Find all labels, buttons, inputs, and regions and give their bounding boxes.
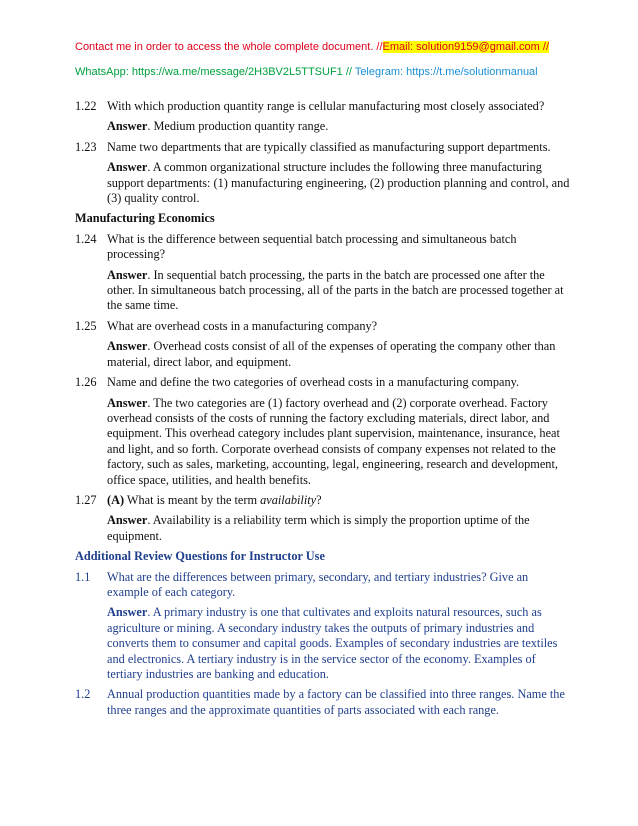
section-heading-instructor-questions: Additional Review Questions for Instructor Use [75,549,325,564]
question-item [75,140,570,207]
question-number: 1.27 [75,492,97,507]
section-heading-manufacturing-economics: Manufacturing Economics [75,211,215,226]
question-item [75,570,570,683]
question-item [75,99,570,135]
answer-label: Answer [107,395,148,410]
answer-label: Answer [107,339,148,354]
question-text: (A) What is meant by the term availability? [107,492,322,507]
question-item [75,319,570,370]
question-number: 1.22 [75,99,97,113]
answer-text: Answer. Medium production quantity range. [107,119,329,134]
answer-text: Answer. Availability is a reliability term which is simply the proportion uptime of the equipment. [107,513,530,543]
answer-text: Answer. In sequential batch processing, the parts in the batch are processed one after the other. In simultaneous batch processing, all of the parts in the batch are processed together at the same time. [107,267,564,313]
question-text: With which production quantity range is cellular manufacturing most closely associated? [107,99,545,113]
question-number: 1.24 [75,231,97,246]
header-separator: // [342,66,355,78]
emphasized-term: availability [260,492,317,507]
question-text: Name and define the two categories of overhead costs in a manufacturing company. [107,375,520,390]
question-item [75,375,570,488]
answer-label: Answer [107,119,148,134]
question-number: 1.1 [75,569,91,584]
question-number: 1.2 [75,687,91,702]
question-number: 1.25 [75,318,97,333]
answer-text: Answer. A common organizational structure includes the following three manufacturing support departments: (1) manufacturing engineering, (2) production planning and control, and (3) quality control. [107,160,570,206]
question-item [75,232,570,314]
answer-label: Answer [107,267,148,282]
answer-label: Answer [107,605,148,620]
email-highlight[interactable]: Email: solution9159@gmail.com // [382,41,550,53]
question-text: What are the differences between primary, secondary, and tertiary industries? Give an example of each category. [107,569,529,599]
question-prefix: (A) [107,492,125,507]
question-text: Name two departments that are typically classified as manufacturing support departments. [107,139,551,154]
answer-label: Answer [107,160,148,175]
contact-text: Contact me in order to access the whole complete document. // [75,41,383,53]
contact-header-line2 [75,66,538,78]
whatsapp-link[interactable]: WhatsApp: https://wa.me/message/2H3BV2L5TTSUF1 [75,66,343,78]
question-text: Annual production quantities made by a factory can be classified into three ranges. Name the three ranges and the approximate quantities of parts associated with each range. [107,687,565,717]
question-text: What are overhead costs in a manufacturing company? [107,318,378,333]
answer-label: Answer [107,513,148,528]
question-item [75,687,570,718]
question-text: What is the difference between sequential batch processing and simultaneous batch processing? [107,231,517,262]
answer-text: Answer. Overhead costs consist of all of the expenses of operating the company other than material, direct labor, and equipment. [107,339,556,369]
question-number: 1.23 [75,139,97,154]
question-number: 1.26 [75,375,97,390]
telegram-link[interactable]: Telegram: https://t.me/solutionmanual [354,66,538,78]
answer-text: Answer. The two categories are (1) factory overhead and (2) corporate overhead. Factory overhead consists of the costs of running the factory excluding materials, direct labor, and equipment. This overhead category includes plant supervision, maintenance, insurance, heat and light, and so forth. Corporate overhead consists of company expenses not related to the factory, such as sales, marketing, accounting, legal, engineering, research and development, office space, utilities, and health benefits. [107,395,560,487]
answer-text: Answer. A primary industry is one that cultivates and exploits natural resources, such as agriculture or mining. A secondary industry takes the outputs of primary industries and converts them to consumer and capital goods. Examples of secondary industries are textiles and electronics. A tertiary industry is in the service sector of the economy. Examples of tertiary industries are banking and education. [107,605,558,681]
question-item [75,493,570,544]
document-body [75,99,570,723]
contact-header-line1 [75,41,549,53]
